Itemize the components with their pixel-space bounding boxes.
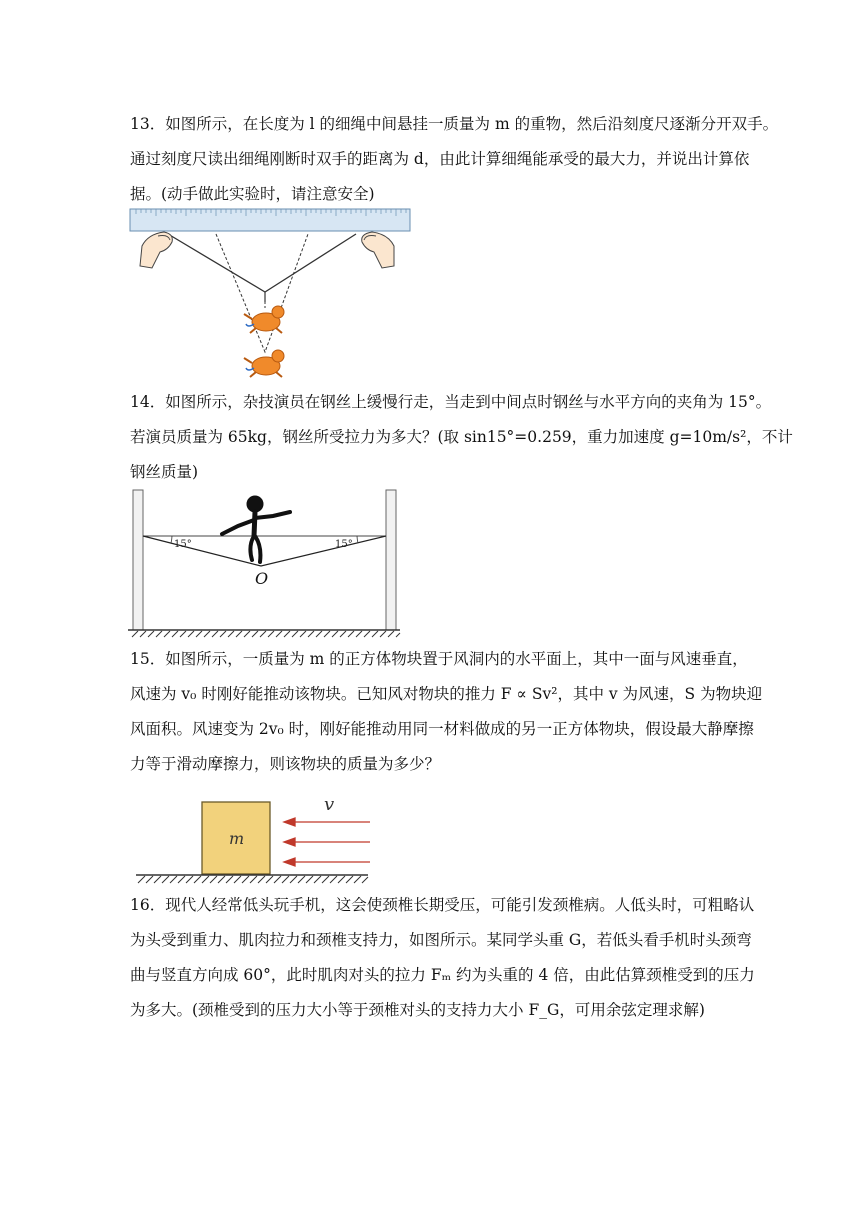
q13-line-2: 通过刻度尺读出细绳刚断时双手的距离为 d，由此计算细绳能承受的最大力，并说出计算依 [130, 150, 750, 168]
acrobat-figure [222, 496, 290, 562]
string-solid [168, 234, 356, 292]
q14-line-1: 14．如图所示，杂技演员在钢丝上缓慢行走，当走到中间点时钢丝与水平方向的夹角为 15°。 [130, 393, 772, 411]
block-label-m: m [229, 829, 245, 848]
q15-figure [132, 792, 372, 888]
q15-line-1: 15．如图所示，一质量为 m 的正方体物块置于风洞内的水平面上，其中一面与风速垂直， [130, 650, 748, 668]
ruler [130, 209, 410, 231]
ground-hatching-15 [138, 876, 368, 883]
q15-line-4: 力等于滑动摩擦力，则该物块的质量为多少？ [130, 755, 441, 773]
q14-line-2: 若演员质量为 65kg，钢丝所受拉力为多大？(取 sin15°=0.259，重力加速度 g=10m/s²，不计 [130, 428, 793, 446]
wind-arrows [284, 818, 370, 866]
question-15-text [130, 642, 763, 782]
q16-line-1: 16．现代人经常低头玩手机，这会使颈椎长期受压，可能引发颈椎病。人低头时，可粗略认 [130, 896, 755, 914]
hanging-weight-lower [244, 350, 284, 377]
ground-hatching-14 [132, 631, 400, 637]
point-label-o: O [255, 569, 269, 588]
right-hand [362, 232, 394, 268]
question-14-text [130, 385, 793, 490]
q13-line-3: 据。(动手做此实验时，请注意安全) [130, 185, 375, 203]
wind-label-v: v [324, 794, 335, 815]
q16-line-4: 为多大。(颈椎受到的压力大小等于颈椎对头的支持力大小 F_G，可用余弦定理求解) [130, 1001, 705, 1019]
left-post [133, 490, 143, 630]
q16-line-2: 为头受到重力、肌肉拉力和颈椎支持力，如图所示。某同学头重 G，若低头看手机时头颈弯 [130, 931, 752, 949]
question-13-text [130, 107, 779, 212]
q15-line-3: 风面积。风速变为 2v₀ 时，刚好能推动用同一材料做成的另一正方体物块，假设最大静摩擦 [130, 720, 754, 738]
q13-figure [128, 206, 413, 384]
q14-line-3: 钢丝质量) [130, 463, 199, 481]
string-dashed [216, 234, 308, 352]
left-hand [140, 232, 172, 268]
q14-figure [128, 488, 403, 640]
q16-line-3: 曲与竖直方向成 60°，此时肌肉对头的拉力 Fₘ 约为头重的 4 倍，由此估算颈椎受到的压力 [130, 966, 755, 984]
q15-line-2: 风速为 v₀ 时刚好能推动该物块。已知风对物块的推力 F ∝ Sv²，其中 v 为风速，S 为物块迎 [130, 685, 763, 703]
angle-label-right: 15° [335, 539, 353, 550]
q13-line-1: 13．如图所示，在长度为 l 的细绳中间悬挂一质量为 m 的重物，然后沿刻度尺逐渐分开双手。 [130, 115, 779, 133]
angle-label-left: 15° [174, 539, 192, 550]
hanging-weight-upper [244, 306, 284, 333]
right-post [386, 490, 396, 630]
question-16-text [130, 888, 755, 1028]
